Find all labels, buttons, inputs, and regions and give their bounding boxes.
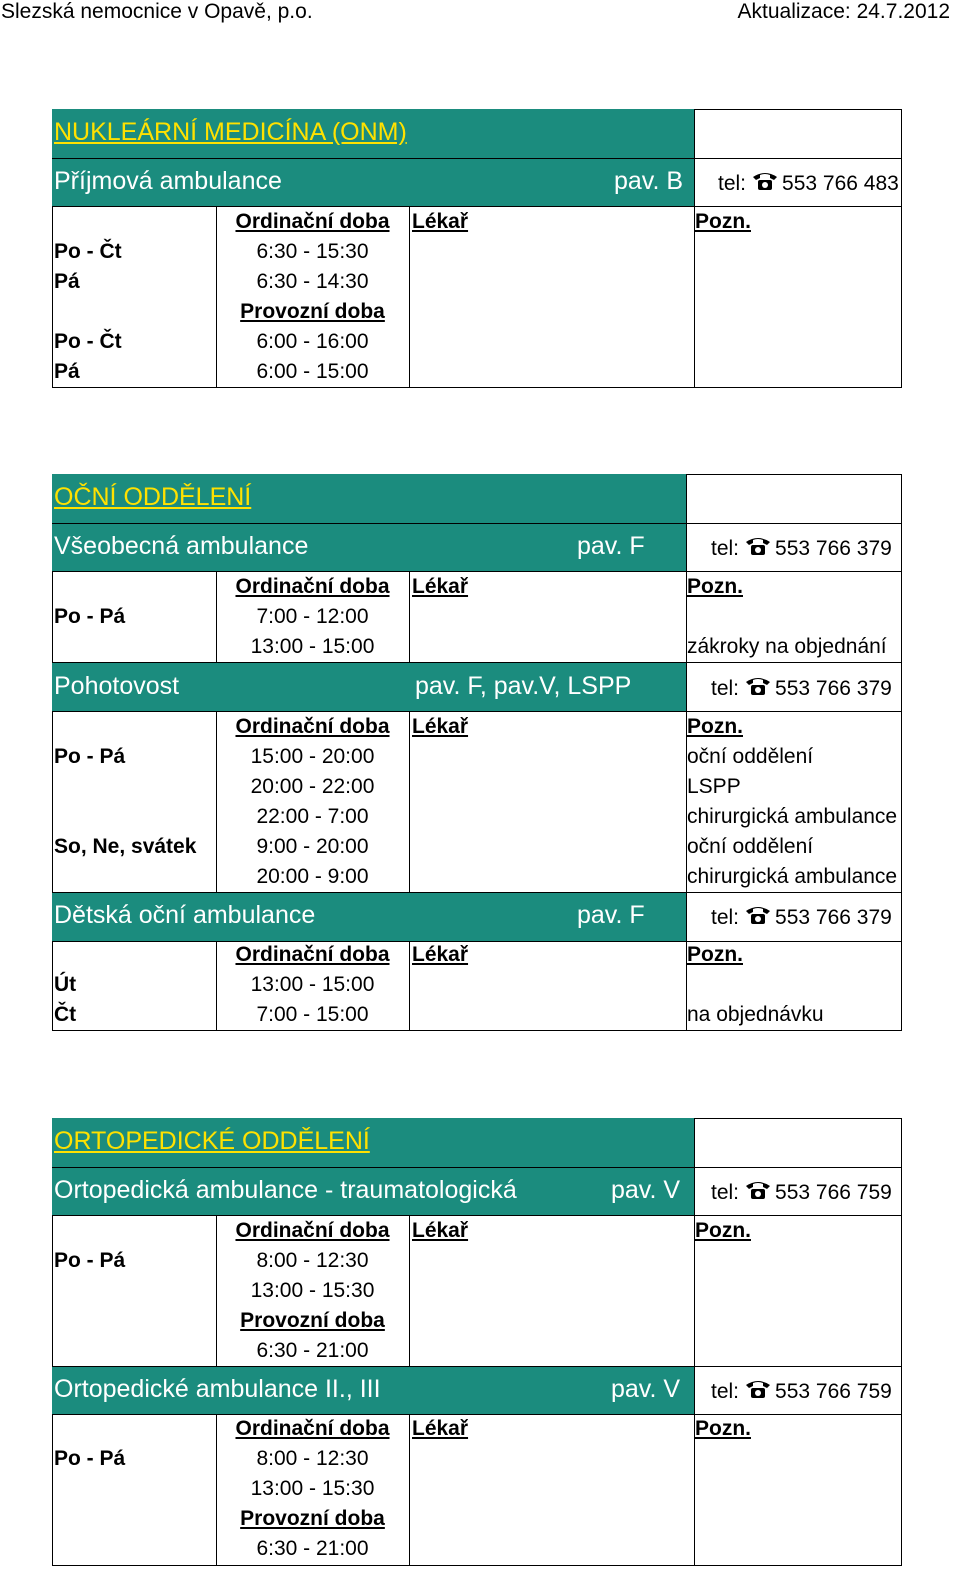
hours: 13:00 - 15:30 [250,1279,375,1302]
hours: 7:00 - 12:00 [256,605,369,628]
section-title: NUKLEÁRNÍ MEDICÍNA (ONM) [54,118,407,146]
day: Pá [54,360,80,383]
note: chirurgická ambulance [687,805,898,828]
hours: 6:00 - 15:00 [256,360,369,383]
hours: 6:30 - 15:30 [256,240,369,263]
phone-number: 553 766 759 [775,1380,892,1403]
col-header-operating: Provozní doba [240,1507,385,1530]
ambulance-name: Příjmová ambulance [54,167,282,195]
col-header-hours: Ordinační doba [235,943,390,966]
update-date: Aktualizace: 24.7.2012 [737,0,950,23]
section-title: ORTOPEDICKÉ ODDĚLENÍ [54,1127,370,1155]
col-header-note: Pozn. [695,1219,751,1242]
pavilion: pav. F, pav.V, LSPP [415,672,632,700]
note: LSPP [687,775,741,798]
phone-icon [745,1379,771,1405]
day: Po - Čt [54,240,122,263]
note: zákroky na objednání [687,635,887,658]
phone-icon [745,905,771,931]
hours: 20:00 - 22:00 [250,775,375,798]
ambulance-name: Všeobecná ambulance [54,532,309,560]
col-header-note: Pozn. [695,1417,751,1440]
tel-label: tel: [711,906,740,929]
day: Po - Pá [54,1249,126,1272]
day: Út [54,973,77,996]
hours: 9:00 - 20:00 [256,835,369,858]
hours: 8:00 - 12:30 [256,1447,369,1470]
phone [718,171,899,197]
hours: 13:00 - 15:00 [250,973,375,996]
phone-number: 553 766 483 [782,172,899,195]
col-header-hours: Ordinační doba [235,1219,390,1242]
col-header-note: Pozn. [687,575,743,598]
section-ocni [52,474,902,1031]
phone [711,905,892,931]
note: oční oddělení [687,835,814,858]
col-header-doctor: Lékař [412,1219,469,1242]
phone-number: 553 766 759 [775,1181,892,1204]
phone-number: 553 766 379 [775,677,892,700]
day: Pá [54,270,80,293]
phone [711,1180,892,1206]
note: chirurgická ambulance [687,865,898,888]
tel-label: tel: [711,537,740,560]
pavilion: pav. V [611,1176,681,1204]
section-onm [52,109,902,388]
section-title: OČNÍ ODDĚLENÍ [54,483,252,511]
phone-icon [745,1180,771,1206]
hours: 20:00 - 9:00 [256,865,369,888]
ambulance-name: Ortopedická ambulance - traumatologická [54,1176,517,1204]
hospital-name: Slezská nemocnice v Opavě, p.o. [1,0,313,23]
day: Čt [54,1003,77,1026]
col-header-doctor: Lékař [412,210,469,233]
col-header-hours: Ordinační doba [235,715,390,738]
col-header-doctor: Lékař [412,575,469,598]
ambulance-name: Ortopedické ambulance II., III [54,1375,381,1403]
ambulance-name: Pohotovost [54,672,180,700]
section-orto [52,1118,902,1566]
col-header-operating: Provozní doba [240,300,385,323]
note: oční oddělení [687,745,814,768]
col-header-note: Pozn. [695,210,751,233]
hours: 6:00 - 16:00 [256,330,369,353]
pavilion: pav. V [611,1375,681,1403]
phone [711,1379,892,1405]
day: So, Ne, svátek [54,835,197,858]
col-header-hours: Ordinační doba [235,210,390,233]
hours: 13:00 - 15:30 [250,1477,375,1500]
tel-label: tel: [711,1380,740,1403]
pavilion: pav. B [614,167,684,195]
col-header-doctor: Lékař [412,715,469,738]
hours: 6:30 - 21:00 [256,1339,369,1362]
tel-label: tel: [711,1181,740,1204]
day: Po - Pá [54,1447,126,1470]
day: Po - Pá [54,605,126,628]
col-header-note: Pozn. [687,943,743,966]
hours: 22:00 - 7:00 [256,805,369,828]
day: Po - Čt [54,330,122,353]
hours: 6:30 - 21:00 [256,1537,369,1560]
hours: 13:00 - 15:00 [250,635,375,658]
col-header-operating: Provozní doba [240,1309,385,1332]
hours: 15:00 - 20:00 [250,745,375,768]
ambulance-name: Dětská oční ambulance [54,901,316,929]
pavilion: pav. F [577,901,645,929]
col-header-hours: Ordinační doba [235,1417,390,1440]
tel-label: tel: [718,172,747,195]
col-header-doctor: Lékař [412,1417,469,1440]
hours: 7:00 - 15:00 [256,1003,369,1026]
pavilion: pav. F [577,532,645,560]
col-header-note: Pozn. [687,715,743,738]
day: Po - Pá [54,745,126,768]
hours: 6:30 - 14:30 [256,270,369,293]
hours: 8:00 - 12:30 [256,1249,369,1272]
phone-icon [745,676,771,702]
col-header-doctor: Lékař [412,943,469,966]
note: na objednávku [687,1003,824,1026]
phone-icon [745,536,771,562]
phone-number: 553 766 379 [775,537,892,560]
phone-number: 553 766 379 [775,906,892,929]
col-header-hours: Ordinační doba [235,575,390,598]
phone-icon [752,171,778,197]
tel-label: tel: [711,677,740,700]
phone [711,676,892,702]
phone [711,536,892,562]
